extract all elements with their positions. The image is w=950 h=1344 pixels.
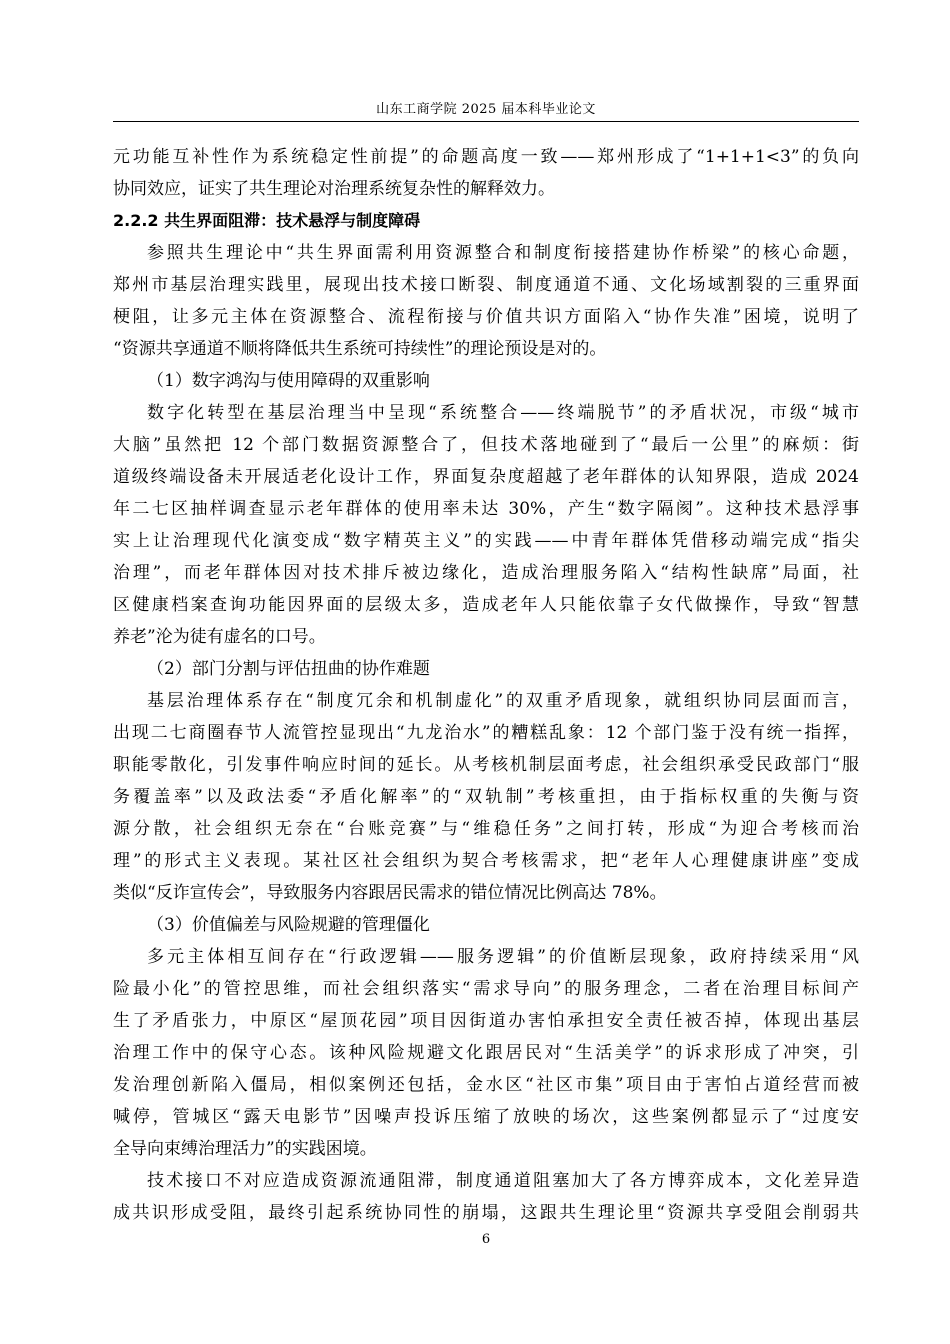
- body-line: 元功能互补性作为系统稳定性前提”的命题高度一致——郑州形成了“1+1+1<3”的负向: [113, 147, 859, 167]
- body-line: 生了矛盾张力，中原区“屋顶花园”项目因街道办害怕承担安全责任被否掉，体现出基层: [113, 1011, 859, 1031]
- body-line: 治理工作中的保守心态。该种风险规避文化跟居民对“生活美学”的诉求形成了冲突，引: [113, 1043, 859, 1063]
- body-line: 年二七区抽样调查显示老年群体的使用率未达 30%，产生“数字隔阂”。这种技术悬浮事: [113, 499, 859, 519]
- body-line: 基层治理体系存在“制度冗余和机制虚化”的双重矛盾现象，就组织协同层面而言，: [147, 691, 859, 711]
- body-line: 理”的形式主义表现。某社区社会组织为契合考核需求，把“老年人心理健康讲座”变成: [113, 851, 859, 871]
- body-line: 源分散，社会组织无奈在“台账竞赛”与“维稳任务”之间打转，形成“为迎合考核而治: [113, 819, 859, 839]
- body-line: 成共识形成受阻，最终引起系统协同性的崩塌，这跟共生理论里“资源共享受阻会削弱共: [113, 1203, 859, 1223]
- body-line: 出现二七商圈春节人流管控显现出“九龙治水”的糟糕乱象：12 个部门鉴于没有统一指挥，: [113, 723, 859, 743]
- body-line: 大脑”虽然把 12 个部门数据资源整合了，但技术落地碰到了“最后一公里”的麻烦：街: [113, 435, 859, 455]
- body-line: 多元主体相互间存在“行政逻辑——服务逻辑”的价值断层现象，政府持续采用“风: [147, 947, 859, 967]
- body-line: 治理”，而老年群体因对技术排斥被边缘化，造成治理服务陷入“结构性缺席”局面，社: [113, 563, 859, 583]
- body-line: 务覆盖率”以及政法委“矛盾化解率”的“双轨制”考核重担，由于指标权重的失衡与资: [113, 787, 859, 807]
- body-line: 职能零散化，引发事件响应时间的延长。从考核机制层面考虑，社会组织承受民政部门“服: [113, 755, 859, 775]
- section-heading: 2.2.2 共生界面阻滞：技术悬浮与制度障碍: [113, 211, 421, 230]
- subsection-heading: （2）部门分割与评估扭曲的协作难题: [147, 659, 430, 679]
- body-line: 喊停，管城区“露天电影节”因噪声投诉压缩了放映的场次，这些案例都显示了“过度安: [113, 1107, 859, 1127]
- body-line: 险最小化”的管控思维，而社会组织落实“需求导向”的服务理念，二者在治理目标间产: [113, 979, 859, 999]
- body-line: 道级终端设备未开展适老化设计工作，界面复杂度超越了老年群体的认知界限，造成 2024: [113, 467, 859, 487]
- body-line: 实上让治理现代化演变成“数字精英主义”的实践——中青年群体凭借移动端完成“指尖: [113, 531, 859, 551]
- body-line: 参照共生理论中“共生界面需利用资源整合和制度衔接搭建协作桥梁”的核心命题，: [147, 243, 859, 263]
- body-line: 技术接口不对应造成资源流通阻滞，制度通道阻塞加大了各方博弈成本，文化差异造: [147, 1171, 859, 1191]
- body-line: 协同效应，证实了共生理论对治理系统复杂性的解释效力。: [113, 179, 555, 199]
- body-line: 发治理创新陷入僵局，相似案例还包括，金水区“社区市集”项目由于害怕占道经营而被: [113, 1075, 859, 1095]
- body-line: 类似“反诈宣传会”，导致服务内容跟居民需求的错位情况比例高达 78%。: [113, 883, 667, 903]
- running-header: 山东工商学院 2025 届本科毕业论文: [376, 102, 596, 117]
- body-line: 数字化转型在基层治理当中呈现“系统整合——终端脱节”的矛盾状况，市级“城市: [147, 403, 859, 423]
- page-body: [113, 141, 859, 1229]
- body-line: 全导向束缚治理活力”的实践困境。: [113, 1139, 377, 1159]
- subsection-heading: （3）价值偏差与风险规避的管理僵化: [147, 915, 430, 935]
- page-number: 6: [481, 1232, 491, 1247]
- body-line: 养老”沦为徒有虚名的口号。: [113, 627, 326, 647]
- body-line: 梗阻，让多元主体在资源整合、流程衔接与价值共识方面陷入“协作失准”困境，说明了: [113, 307, 859, 327]
- body-line: 区健康档案查询功能因界面的层级太多，造成老年人只能依靠子女代做操作，导致“智慧: [113, 595, 859, 615]
- body-line: 郑州市基层治理实践里，展现出技术接口断裂、制度通道不通、文化场域割裂的三重界面: [113, 275, 859, 295]
- subsection-heading: （1）数字鸿沟与使用障碍的双重影响: [147, 371, 430, 391]
- header-divider: [113, 121, 859, 122]
- body-line: “资源共享通道不顺将降低共生系统可持续性”的理论预设是对的。: [113, 339, 607, 359]
